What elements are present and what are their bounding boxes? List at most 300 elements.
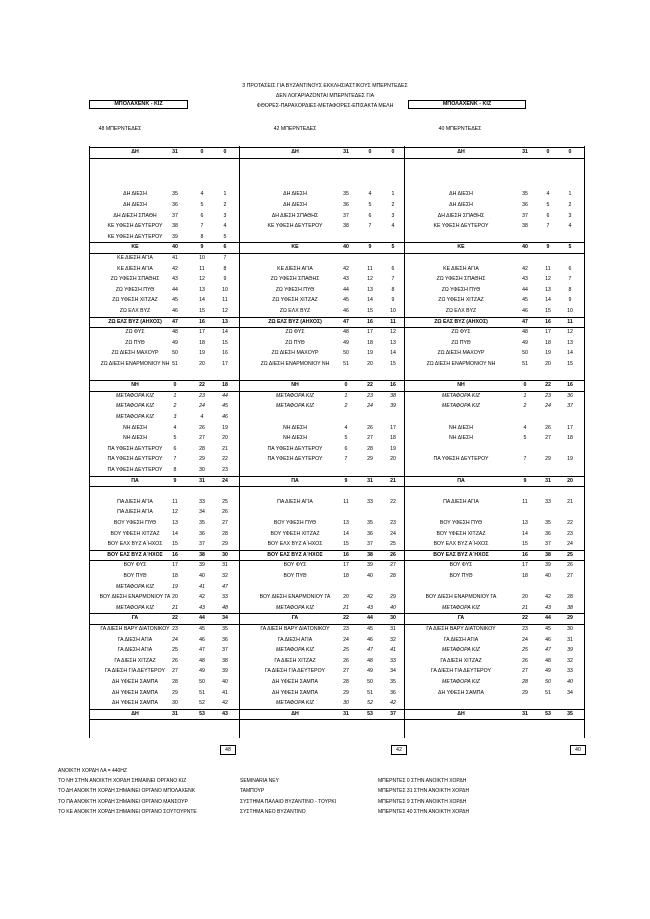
cell-value: 26 <box>567 562 573 569</box>
cell-value: 35 <box>567 710 573 717</box>
cell-value: 16 <box>199 318 205 325</box>
cell-value: 12 <box>172 509 178 516</box>
cell-value: 45 <box>199 626 205 632</box>
proposal-label-1: 48 ΜΠΕΡΝΤΕΔΕΣ <box>98 126 142 132</box>
cell-value: 27 <box>545 435 551 442</box>
cell-value: 29 <box>545 456 551 463</box>
cell-value: 48 <box>545 657 551 664</box>
footer-note: ΤΟ ΔΗ ΑΝΟΙΚΤΗ ΧΟΡΔΗ ΣΗΜΑΙΝΕΙ ΟΡΓΑΝΟ ΜΠΟΛΑΧΕΝΚ <box>58 788 196 795</box>
table-row <box>89 560 585 571</box>
footer-note: ΑΝΟΙΚΤΗ ΧΟΡΔΗ ΛΑ = 440HZ <box>58 768 127 774</box>
cell-note-label: ΚΕ ΥΦΕΣΗ ΔΕΥΤΕΡΟΥ <box>107 233 163 240</box>
table-row <box>89 264 585 275</box>
cell-value: 35 <box>367 520 373 526</box>
cell-note-label: ΒΟΥ ΦΥΣ <box>283 562 307 569</box>
cell-value: 22 <box>343 615 349 622</box>
cell-value: 38 <box>367 551 373 558</box>
cell-value: 16 <box>567 382 573 389</box>
cell-value: 43 <box>343 276 349 283</box>
cell-value: 36 <box>390 689 396 696</box>
cell-note-label: ΔΗ <box>457 149 465 155</box>
cell-value: 33 <box>390 657 396 664</box>
cell-value: 31 <box>199 477 205 484</box>
table-horizontal-rule <box>89 242 585 243</box>
cell-value: 20 <box>172 594 178 601</box>
cell-value: 51 <box>172 361 178 367</box>
cell-note-label: ΒΟΥ ΥΦΕΣΗ ΠΥΘ <box>113 520 157 526</box>
cell-note-label: ΓΑ ΔΙΕΣΗ ΒΑΡΥ ΔΙΑΤΟΝΙΚΟΥ <box>260 626 330 632</box>
total-box-2: 42 <box>391 745 407 755</box>
cell-value: 26 <box>522 657 528 664</box>
table-horizontal-rule <box>89 380 585 381</box>
cell-value: 12 <box>222 308 228 314</box>
cell-note-label: ΓΑ ΔΙΕΣΗ ΓΙΑ ΔΕΥΤΕΡΟΥ <box>431 668 491 675</box>
cell-value: 45 <box>172 297 178 304</box>
cell-value: 42 <box>367 594 373 601</box>
cell-value: 15 <box>199 308 205 314</box>
cell-value: 38 <box>343 223 349 230</box>
table-row <box>89 465 585 476</box>
cell-note-label: ΔΗ <box>131 710 139 717</box>
cell-value: 3 <box>223 212 227 219</box>
cell-note-label: ΓΑ <box>291 615 299 622</box>
cell-value: 31 <box>222 562 228 569</box>
cell-value: 40 <box>390 604 396 611</box>
cell-value: 34 <box>199 509 205 516</box>
cell-note-label: ΖΩ ΥΦΕΣΗ ΧΙΤΖΑΖ <box>272 297 318 304</box>
cell-value: 47 <box>522 318 528 325</box>
cell-note-label: ΒΟΥ ΥΦΕΣΗ ΧΙΤΖΑΖ <box>110 530 160 537</box>
table-row <box>89 645 585 656</box>
cell-value: 20 <box>199 361 205 367</box>
cell-value: 9 <box>546 244 550 251</box>
cell-value: 46 <box>222 414 228 420</box>
cell-value: 22 <box>567 520 573 526</box>
cell-note-label: ΖΩ ΕΛΧ ΒΥΖ <box>445 308 477 314</box>
cell-value: 5 <box>568 244 572 251</box>
cell-value: 15 <box>390 361 396 367</box>
cell-note-label: ΖΩ ΥΦΕΣΗ ΧΙΤΖΑΖ <box>438 297 484 304</box>
cell-value: 15 <box>567 361 573 367</box>
cell-value: 27 <box>172 668 178 675</box>
cell-value: 8 <box>173 467 177 473</box>
cell-value: 27 <box>367 435 373 442</box>
cell-value: 23 <box>199 392 205 399</box>
cell-value: 39 <box>199 562 205 569</box>
cell-value: 24 <box>222 477 228 484</box>
cell-value: 24 <box>545 403 551 410</box>
cell-value: 31 <box>343 149 349 155</box>
cell-value: 28 <box>522 679 528 685</box>
cell-note-label: ΖΩ ΥΦΕΣΗ ΣΠΑΘΗΣ <box>270 276 320 283</box>
cell-value: 46 <box>545 636 551 643</box>
cell-value: 29 <box>222 541 228 548</box>
cell-value: 17 <box>567 424 573 431</box>
cell-value: 6 <box>546 212 550 219</box>
cell-value: 13 <box>522 520 528 526</box>
cell-value: 33 <box>367 498 373 505</box>
cell-note-label: ΒΟΥ ΕΛΣ ΒΥΖ Α΄ΗΧΟΣ <box>107 551 163 558</box>
cell-value: 40 <box>222 679 228 685</box>
cell-value: 15 <box>522 541 528 548</box>
cell-value: 9 <box>200 244 204 251</box>
cell-note-label: ΚΕ ΔΙΕΣΗ ΑΓΙΑ <box>443 265 479 272</box>
cell-value: 53 <box>367 710 373 717</box>
cell-value: 14 <box>199 297 205 304</box>
cell-value: 42 <box>343 265 349 272</box>
cell-note-label: ΚΕ ΔΙΕΣΗ ΑΓΙΑ <box>277 265 313 272</box>
cell-value: 3 <box>568 212 572 219</box>
cell-value: 46 <box>343 308 349 314</box>
cell-value: 48 <box>199 657 205 664</box>
cell-value: 31 <box>522 149 528 155</box>
cell-value: 39 <box>567 647 573 654</box>
cell-value: 11 <box>567 318 573 325</box>
cell-value: 42 <box>522 265 528 272</box>
cell-note-label: ΝΗ ΔΙΕΣΗ <box>123 435 147 442</box>
cell-value: 11 <box>545 265 551 272</box>
table-row <box>89 327 585 338</box>
cell-note-label: ΔΗ <box>131 149 139 155</box>
cell-value: 23 <box>172 626 178 632</box>
cell-value: 10 <box>567 308 573 314</box>
cell-value: 23 <box>545 392 551 399</box>
cell-note-label: ΔΗ ΥΦΕΣΗ ΣΑΜΠΑ <box>112 679 158 685</box>
cell-value: 19 <box>567 456 573 463</box>
cell-value: 31 <box>172 710 178 717</box>
table-row <box>89 571 585 582</box>
cell-value: 4 <box>568 223 572 230</box>
cell-note-label: ΒΟΥ ΠΥΘ <box>283 573 307 579</box>
table-row <box>89 507 585 518</box>
cell-value: 8 <box>391 286 395 293</box>
cell-value: 11 <box>522 498 528 505</box>
cell-note-label: ΚΕ ΔΙΕΣΗ ΑΓΙΑ <box>117 255 153 261</box>
cell-value: 8 <box>200 233 204 240</box>
cell-value: 47 <box>222 583 228 590</box>
cell-value: 0 <box>368 149 372 155</box>
cell-value: 23 <box>343 626 349 632</box>
cell-value: 7 <box>223 255 227 261</box>
cell-value: 15 <box>343 541 349 548</box>
cell-value: 28 <box>222 530 228 537</box>
footer-note: ΜΠΕΡΝΤΕΣ 40 ΣΤΗΝ ΑΝΟΙΚΤΗ ΧΟΡΔΗ <box>378 808 470 815</box>
cell-note-label: ΖΩ ΔΙΕΣΗ ΜΑΧΟΥΡ <box>271 350 319 357</box>
cell-value: 37 <box>222 647 228 654</box>
table-row <box>89 274 585 285</box>
cell-value: 31 <box>545 477 551 484</box>
cell-value: 4 <box>546 191 550 198</box>
table-row-note-header <box>89 613 585 624</box>
cell-value: 36 <box>343 202 349 208</box>
cell-value: 44 <box>222 392 228 399</box>
cell-value: 49 <box>367 668 373 675</box>
cell-value: 4 <box>523 424 527 431</box>
cell-value: 5 <box>200 202 204 208</box>
cell-value: 31 <box>172 149 178 155</box>
cell-note-label: ΖΩ ΥΦΕΣΗ ΣΠΑΘΗΣ <box>436 276 486 283</box>
cell-note-label: ΔΗ ΥΦΕΣΗ ΣΑΜΠΑ <box>112 700 158 707</box>
cell-value: 6 <box>173 445 177 452</box>
cell-value: 31 <box>367 477 373 484</box>
cell-value: 4 <box>344 424 348 431</box>
cell-note-label: ΔΗ ΔΙΕΣΗ <box>123 191 147 198</box>
cell-value: 29 <box>522 689 528 696</box>
table-row <box>89 592 585 603</box>
cell-value: 47 <box>199 647 205 654</box>
cell-note-label: ΜΕΤΑΦΟΡΑ ΚΙΖ <box>276 700 314 707</box>
table-row <box>89 454 585 465</box>
cell-note-label: ΔΗ ΔΙΕΣΗ <box>449 202 473 208</box>
cell-note-label: ΓΑ <box>131 615 139 622</box>
cell-value: 33 <box>567 668 573 675</box>
table-row <box>89 497 585 508</box>
cell-note-label: ΔΗ ΥΦΕΣΗ ΣΑΜΠΑ <box>438 689 484 696</box>
cell-value: 5 <box>344 435 348 442</box>
cell-value: 35 <box>390 679 396 685</box>
cell-value: 1 <box>223 191 227 198</box>
cell-note-label: ΖΩ ΔΙΕΣΗ ΕΝΑΡΜΟΝΙΟΥ ΝΗ <box>100 361 170 367</box>
cell-value: 3 <box>391 212 395 219</box>
cell-value: 20 <box>367 361 373 367</box>
cell-value: 22 <box>367 382 373 389</box>
cell-value: 17 <box>367 329 373 336</box>
footer-note: SEMINARIA ΝΕΥ <box>240 778 279 785</box>
cell-note-label: ΒΟΥ ΕΛΧ ΒΥΖ Α΄ΗΧΟΣ <box>433 541 489 548</box>
cell-value: 2 <box>523 403 527 410</box>
cell-value: 51 <box>199 689 205 696</box>
cell-value: 7 <box>344 456 348 463</box>
cell-value: 38 <box>199 551 205 558</box>
cell-note-label: ΒΟΥ ΥΦΕΣΗ ΠΥΘ <box>273 520 317 526</box>
cell-note-label: ΜΕΤΑΦΟΡΑ ΚΙΖ <box>276 647 314 654</box>
cell-value: 49 <box>545 668 551 675</box>
cell-value: 40 <box>367 573 373 579</box>
cell-note-label: ΖΩ ΥΦΕΣΗ ΣΠΑΘΗΣ <box>110 276 160 283</box>
cell-value: 22 <box>522 615 528 622</box>
cell-value: 51 <box>522 361 528 367</box>
cell-value: 19 <box>545 350 551 357</box>
cell-value: 44 <box>522 286 528 293</box>
cell-value: 0 <box>200 149 204 155</box>
cell-value: 14 <box>567 350 573 357</box>
cell-value: 9 <box>173 477 177 484</box>
cell-value: 23 <box>567 530 573 537</box>
table-row <box>89 486 585 497</box>
cell-value: 18 <box>199 339 205 346</box>
cell-value: 42 <box>390 700 396 707</box>
proposal-label-2: 42 ΜΠΕΡΝΤΕΔΕΣ <box>273 126 317 132</box>
cell-value: 38 <box>172 223 178 230</box>
cell-value: 28 <box>172 679 178 685</box>
cell-value: 45 <box>545 626 551 632</box>
cell-value: 36 <box>222 636 228 643</box>
cell-note-label: ΒΟΥ ΔΙΕΣΗ ΕΝΑΡΜΟΝΙΟΥ ΓΑ <box>99 594 171 601</box>
cell-value: 2 <box>223 202 227 208</box>
cell-note-label: ΝΗ ΔΙΕΣΗ <box>449 435 473 442</box>
cell-note-label: ΠΑ ΥΦΕΣΗ ΔΕΥΤΕΡΟΥ <box>107 445 163 452</box>
cell-value: 12 <box>367 276 373 283</box>
cell-value: 41 <box>199 583 205 590</box>
cell-value: 48 <box>367 657 373 664</box>
cell-value: 51 <box>545 689 551 696</box>
cell-value: 27 <box>522 668 528 675</box>
cell-value: 24 <box>567 541 573 548</box>
cell-value: 1 <box>391 191 395 198</box>
cell-value: 3 <box>173 414 177 420</box>
cell-value: 49 <box>343 339 349 346</box>
cell-note-label: ΝΗ ΔΙΕΣΗ <box>283 424 307 431</box>
cell-value: 21 <box>567 498 573 505</box>
table-row <box>89 348 585 359</box>
cell-note-label: ΖΩ ΔΙΕΣΗ ΜΑΧΟΥΡ <box>437 350 485 357</box>
table-row <box>89 391 585 402</box>
cell-value: 36 <box>545 530 551 537</box>
table-row <box>89 338 585 349</box>
cell-value: 11 <box>367 265 373 272</box>
table-row <box>89 444 585 455</box>
cell-value: 50 <box>343 350 349 357</box>
cell-value: 33 <box>199 498 205 505</box>
cell-value: 40 <box>522 244 528 251</box>
cell-value: 44 <box>343 286 349 293</box>
cell-value: 29 <box>567 615 573 622</box>
cell-value: 26 <box>390 551 396 558</box>
table-row <box>89 221 585 232</box>
cell-value: 10 <box>390 308 396 314</box>
table-horizontal-rule <box>89 550 585 551</box>
cell-value: 6 <box>200 212 204 219</box>
table-row <box>89 518 585 529</box>
cell-note-label: ΓΑ ΔΙΕΣΗ ΧΙΤΖΑΖ <box>440 657 482 664</box>
cell-note-label: ΒΟΥ ΦΥΣ <box>123 562 147 569</box>
cell-note-label: ΖΩ ΔΙΕΣΗ ΕΝΑΡΜΟΝΙΟΥ ΝΗ <box>260 361 330 367</box>
proposal-label-3: 40 ΜΠΕΡΝΤΕΔΕΣ <box>438 126 482 132</box>
cell-value: 20 <box>545 361 551 367</box>
cell-value: 12 <box>390 329 396 336</box>
cell-note-label: ΜΕΤΑΦΟΡΑ ΚΙΖ <box>276 403 314 410</box>
cell-note-label: ΠΑ <box>291 477 299 484</box>
cell-note-label: ΖΩ ΠΥΘ <box>451 339 471 346</box>
cell-value: 49 <box>522 339 528 346</box>
cell-value: 42 <box>222 700 228 707</box>
cell-value: 17 <box>545 329 551 336</box>
cell-value: 28 <box>567 594 573 601</box>
cell-value: 28 <box>390 573 396 579</box>
cell-value: 9 <box>223 276 227 283</box>
cell-note-label: ΖΩ ΠΥΘ <box>285 339 305 346</box>
cell-note-label: ΓΑ <box>457 615 465 622</box>
bernteds-table <box>89 146 585 738</box>
cell-value: 53 <box>545 710 551 717</box>
cell-value: 27 <box>199 435 205 442</box>
title-line-1: 3 ΠΡΟΤΑΣΕΙΣ ΓΙΑ ΒΥΖΑΝΤΙΝΟΥΣ ΕΚΚΛΗΣΙΑΣΤΙΚΟΥΣ ΜΠΕΡΝΤΕΔΕΣ <box>242 83 408 89</box>
cell-value: 40 <box>172 244 178 251</box>
cell-value: 38 <box>522 223 528 230</box>
cell-value: 24 <box>522 636 528 643</box>
footer-note: ΤΟ ΠΑ ΑΝΟΙΚΤΗ ΧΟΡΔΗ ΣΗΜΑΙΝΕΙ ΟΡΓΑΝΟ ΜΑΝΣΟΥΡ <box>58 798 188 805</box>
cell-value: 18 <box>545 339 551 346</box>
cell-value: 47 <box>172 318 178 325</box>
cell-value: 0 <box>391 149 395 155</box>
cell-note-label: ΜΕΤΑΦΟΡΑ ΚΙΖ <box>116 392 154 399</box>
cell-note-label: ΒΟΥ ΥΦΕΣΗ ΧΙΤΖΑΖ <box>436 530 486 537</box>
cell-note-label: ΔΗ <box>457 710 465 717</box>
cell-value: 4 <box>223 223 227 230</box>
cell-value: 2 <box>391 202 395 208</box>
cell-value: 36 <box>567 392 573 399</box>
table-row <box>89 635 585 646</box>
cell-value: 27 <box>222 520 228 526</box>
footer-note <box>240 766 336 776</box>
cell-value: 7 <box>368 223 372 230</box>
cell-note-label: ΖΩ ΔΙΕΣΗ ΜΑΧΟΥΡ <box>111 350 159 357</box>
cell-note-label: ΜΕΤΑΦΟΡΑ ΚΙΖ <box>116 583 154 590</box>
cell-value: 45 <box>522 297 528 304</box>
cell-value: 37 <box>390 710 396 717</box>
cell-note-label: ΖΩ ΥΦΕΣΗ ΠΥΘ <box>275 286 315 293</box>
cell-value: 39 <box>172 233 178 240</box>
cell-value: 43 <box>222 710 228 717</box>
cell-value: 35 <box>172 191 178 198</box>
table-row <box>89 401 585 412</box>
cell-note-label: ΖΩ ΔΙΕΣΗ ΕΝΑΡΜΟΝΙΟΥ ΝΗ <box>426 361 496 367</box>
cell-value: 20 <box>522 594 528 601</box>
cell-value: 13 <box>199 286 205 293</box>
cell-note-label: ΔΗ <box>291 710 299 717</box>
cell-value: 40 <box>567 679 573 685</box>
cell-value: 24 <box>199 403 205 410</box>
cell-value: 27 <box>390 562 396 569</box>
cell-note-label: ΠΑ ΥΦΕΣΗ ΔΕΥΤΕΡΟΥ <box>107 456 163 463</box>
cell-value: 26 <box>545 424 551 431</box>
table-row <box>89 698 585 709</box>
cell-note-label: ΓΑ ΔΙΕΣΗ ΒΑΡΥ ΔΙΑΤΟΝΙΚΟΥ <box>100 626 170 632</box>
cell-value: 50 <box>545 679 551 685</box>
cell-note-label: ΒΟΥ ΠΥΘ <box>123 573 147 579</box>
cell-value: 12 <box>199 276 205 283</box>
cell-value: 23 <box>222 467 228 473</box>
cell-value: 30 <box>199 467 205 473</box>
table-row <box>89 359 585 370</box>
cell-note-label: ΖΩ ΕΛΧ ΒΥΖ <box>119 308 151 314</box>
cell-value: 5 <box>368 202 372 208</box>
cell-value: 39 <box>545 562 551 569</box>
cell-value: 36 <box>199 530 205 537</box>
cell-value: 47 <box>545 647 551 654</box>
cell-note-label: ΠΑ ΔΙΕΣΗ ΑΓΙΑ <box>117 498 153 505</box>
title-line-3: ΦΘΟΡΕΣ-ΠΑΡΑΧΟΡΔΙΕΣ-ΜΕΤΑΦΟΡΕΣ-ΕΠΙΣΑΚΤΑ ΜΕΛΗ <box>256 103 394 109</box>
cell-value: 16 <box>522 551 528 558</box>
cell-value: 30 <box>567 626 573 632</box>
cell-value: 39 <box>390 403 396 410</box>
cell-value: 43 <box>199 604 205 611</box>
cell-note-label: ΜΕΤΑΦΟΡΑ ΚΙΖ <box>116 403 154 410</box>
cell-note-label: ΖΩ ΥΦΕΣΗ ΠΥΘ <box>441 286 481 293</box>
cell-value: 16 <box>390 382 396 389</box>
cell-value: 35 <box>222 626 228 632</box>
cell-value: 17 <box>343 562 349 569</box>
cell-value: 4 <box>200 191 204 198</box>
table-row <box>89 666 585 677</box>
cell-value: 32 <box>390 636 396 643</box>
cell-value: 32 <box>567 657 573 664</box>
total-box-3: 40 <box>570 745 586 755</box>
cell-note-label: ΠΑ ΥΦΕΣΗ ΔΕΥΤΕΡΟΥ <box>267 456 323 463</box>
cell-value: 12 <box>567 329 573 336</box>
table-row <box>89 179 585 190</box>
cell-value: 29 <box>367 456 373 463</box>
